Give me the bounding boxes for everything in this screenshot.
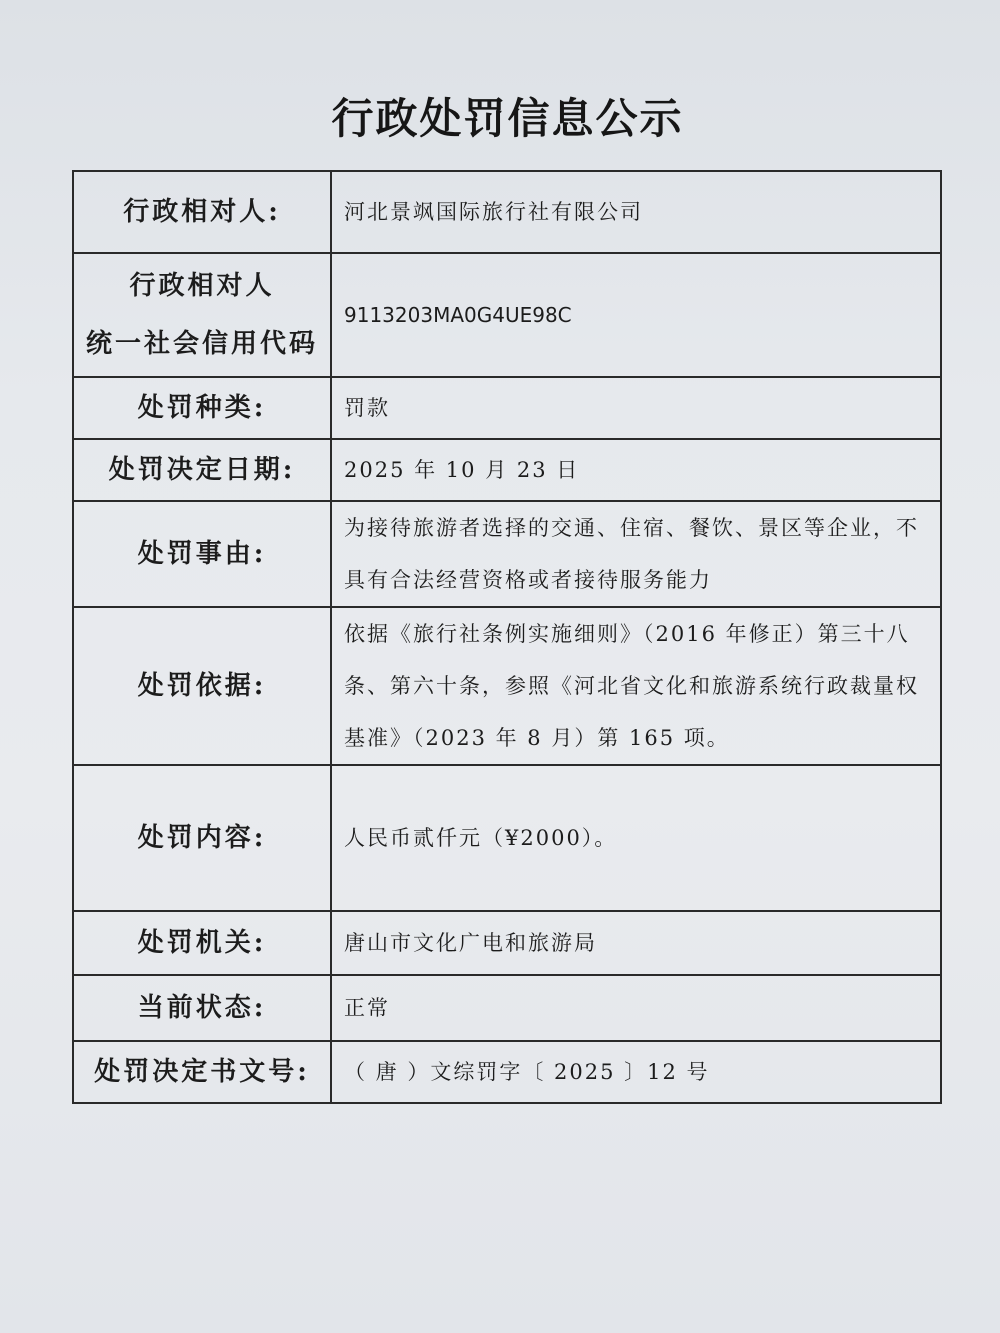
- value-content: 人民币贰仟元（¥2000）。: [331, 765, 941, 911]
- table-row: [73, 501, 941, 607]
- table-row: [73, 377, 941, 439]
- label-basis: 处罚依据:: [73, 607, 331, 765]
- table-row: [73, 607, 941, 765]
- label-content: 处罚内容:: [73, 765, 331, 911]
- value-party: 河北景飒国际旅行社有限公司: [331, 171, 941, 253]
- penalty-info-table: [72, 170, 942, 1104]
- document-title: 行政处罚信息公示: [331, 94, 684, 143]
- label-reason: 处罚事由:: [73, 501, 331, 607]
- table-row: [73, 765, 941, 911]
- table-row: [73, 253, 941, 377]
- value-decision-date: 2025 年 10 月 23 日: [331, 439, 941, 501]
- label-decision-date: 处罚决定日期:: [73, 439, 331, 501]
- label-credit-code-line2: 统一社会信用代码: [85, 329, 318, 359]
- value-reason: 为接待旅游者选择的交通、住宿、餐饮、景区等企业，不具有合法经营资格或者接待服务能力: [331, 501, 941, 607]
- table-row: [73, 975, 941, 1041]
- value-document-number: （ 唐 ）文综罚字〔 2025 〕12 号: [331, 1041, 941, 1103]
- label-status: 当前状态:: [73, 975, 331, 1041]
- value-status: 正常: [331, 975, 941, 1041]
- label-party: 行政相对人:: [73, 171, 331, 253]
- value-credit-code: 9113203MA0G4UE98C: [331, 253, 941, 377]
- table-row: [73, 911, 941, 975]
- table-row: [73, 1041, 941, 1103]
- value-penalty-type: 罚款: [331, 377, 941, 439]
- label-authority: 处罚机关:: [73, 911, 331, 975]
- label-penalty-type: 处罚种类:: [73, 377, 331, 439]
- value-basis: 依据《旅行社条例实施细则》（2016 年修正）第三十八条、第六十条，参照《河北省文化和旅游系统行政裁量权基准》（2023 年 8 月）第 165 项。: [331, 607, 941, 765]
- label-credit-code: [73, 253, 331, 377]
- table-row: [73, 171, 941, 253]
- label-credit-code-line1: 行政相对人: [129, 271, 275, 301]
- label-document-number: 处罚决定书文号:: [73, 1041, 331, 1103]
- value-authority: 唐山市文化广电和旅游局: [331, 911, 941, 975]
- table-row: [73, 439, 941, 501]
